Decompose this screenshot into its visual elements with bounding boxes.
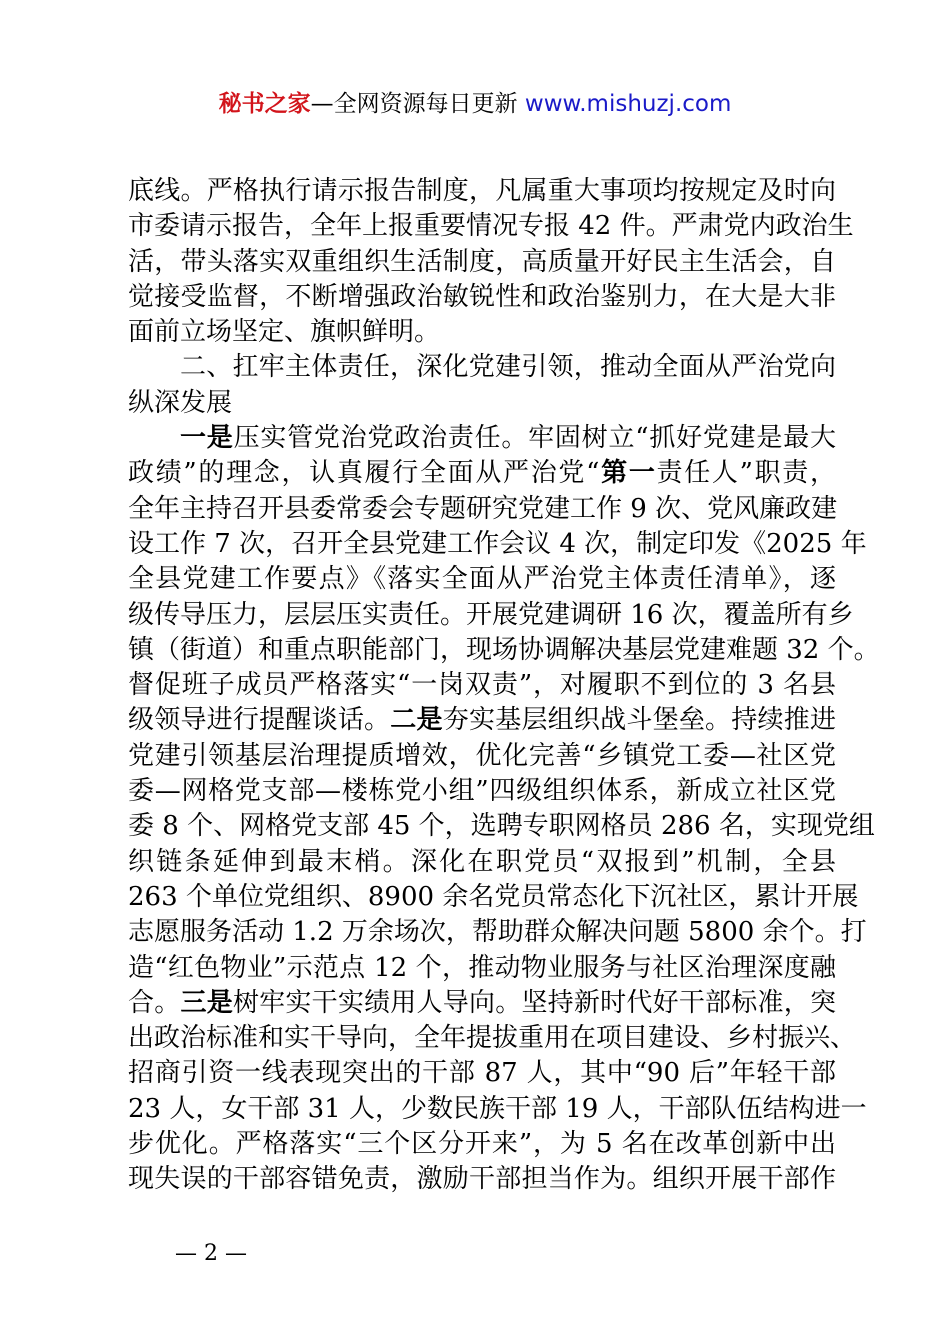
text-segment: 委 8 个、网格党支部 45 个，选聘专职网格员 286 名，实现党组 <box>128 811 875 842</box>
text-segment: 面前立场坚定、旗帜鲜明。 <box>128 317 441 348</box>
text-line <box>128 1127 836 1162</box>
text-line <box>128 845 836 880</box>
text-segment: 镇（街道）和重点职能部门，现场协调解决基层党建难题 32 个。 <box>128 634 880 665</box>
text-segment: 党建引领基层治理提质增效，优化完善“乡镇党工委—社区党 <box>128 740 836 771</box>
text-line <box>128 915 867 950</box>
text-line <box>128 456 836 491</box>
text-line <box>128 986 836 1021</box>
brand-name: 秘书之家 <box>218 91 311 117</box>
text-segment: 23 人，女干部 31 人，少数民族干部 19 人，干部队伍结构进一 <box>128 1093 867 1124</box>
text-line <box>128 633 880 668</box>
text-line <box>128 668 836 703</box>
text-line <box>128 774 836 809</box>
text-line <box>128 739 836 774</box>
text-segment: 全年主持召开县委常委会专题研究党建工作 9 次、党风廉政建 <box>128 493 838 524</box>
text-line <box>128 1162 836 1197</box>
text-segment: 督促班子成员严格落实“一岗双责”，对履职不到位的 3 名县 <box>128 670 836 701</box>
text-line <box>128 1056 836 1091</box>
text-segment: 合。 <box>128 987 181 1018</box>
text-segment: 志愿服务活动 1.2 万余场次，帮助群众解决问题 5800 余个。打 <box>128 917 867 948</box>
text-segment: 责任人”职责， <box>656 458 836 489</box>
text-segment: 底线。严格执行请示报告制度，凡属重大事项均按规定及时向 <box>128 176 836 206</box>
text-segment: 263 个单位党组织、8900 余名党员常态化下沉社区，累计开展 <box>128 881 859 912</box>
text-segment: 步优化。严格落实“三个区分开来”，为 5 名在改革创新中出 <box>128 1129 836 1160</box>
text-line <box>128 350 836 385</box>
page-number: — 2 — <box>175 1241 247 1266</box>
text-line <box>128 386 836 421</box>
text-segment: 夯实基层组织战斗堡垒。持续推进 <box>442 705 836 736</box>
text-line <box>128 174 836 209</box>
text-line <box>128 492 836 527</box>
text-segment: 二、扛牢主体责任，深化党建引领，推动全面从严治党向 <box>180 352 836 383</box>
bold-marker: 第一 <box>599 458 657 489</box>
text-segment: 现失误的干部容错免责，激励干部担当作为。组织开展干部作 <box>128 1164 836 1195</box>
text-segment: 造“红色物业”示范点 12 个，推动物业服务与社区治理深度融 <box>128 952 836 983</box>
text-line <box>128 951 836 986</box>
text-segment: 委—网格党支部—楼栋党小组”四级组织体系，新成立社区党 <box>128 776 836 807</box>
text-line <box>128 562 836 597</box>
text-line <box>128 1092 867 1127</box>
site-header <box>0 88 950 120</box>
bold-marker: 二是 <box>390 705 443 736</box>
text-line <box>128 880 859 915</box>
text-segment: 设工作 7 次，召开全县党建工作会议 4 次，制定印发《2025 年 <box>128 528 867 559</box>
document-body <box>128 174 880 1198</box>
text-segment: 压实管党治党政治责任。牢固树立“抓好党建是最大 <box>233 423 836 454</box>
site-url[interactable]: www.mishuzj.com <box>524 91 732 117</box>
text-segment: 级传导压力，层层压实责任。开展党建调研 16 次，覆盖所有乡 <box>128 599 854 630</box>
text-segment: 招商引资一线表现突出的干部 87 人，其中“90 后”年轻干部 <box>128 1058 836 1089</box>
text-segment: 级领导进行提醒谈话。 <box>128 705 391 736</box>
text-line <box>128 703 836 738</box>
text-segment: 织链条延伸到最末梢。深化在职党员“双报到”机制，全县 <box>128 846 836 877</box>
text-line <box>128 809 875 844</box>
text-segment: 市委请示报告，全年上报重要情况专报 42 件。严肃党内政治生 <box>128 211 854 242</box>
bold-marker: 三是 <box>180 987 233 1018</box>
header-slogan: —全网资源每日更新 <box>310 91 525 117</box>
text-line <box>128 421 836 456</box>
text-segment: 全县党建工作要点》《落实全面从严治党主体责任清单》，逐 <box>128 564 836 595</box>
bold-marker: 一是 <box>180 423 234 454</box>
text-line <box>128 527 867 562</box>
text-segment: 活，带头落实双重组织生活制度，高质量开好民主生活会，自 <box>128 246 836 277</box>
text-line <box>128 315 836 350</box>
text-segment: 纵深发展 <box>128 387 233 418</box>
text-line <box>128 245 836 280</box>
text-line <box>128 598 854 633</box>
text-segment: 觉接受监督，不断增强政治敏锐性和政治鉴别力，在大是大非 <box>128 281 836 312</box>
text-line <box>128 209 854 244</box>
text-segment: 政绩”的理念，认真履行全面从严治党“ <box>128 458 600 489</box>
text-segment: 树牢实干实绩用人导向。坚持新时代好干部标准，突 <box>232 987 836 1018</box>
text-line <box>128 280 836 315</box>
text-segment: 出政治标准和实干导向，全年提拔重用在项目建设、乡村振兴、 <box>128 1023 857 1054</box>
text-line <box>128 1021 857 1056</box>
